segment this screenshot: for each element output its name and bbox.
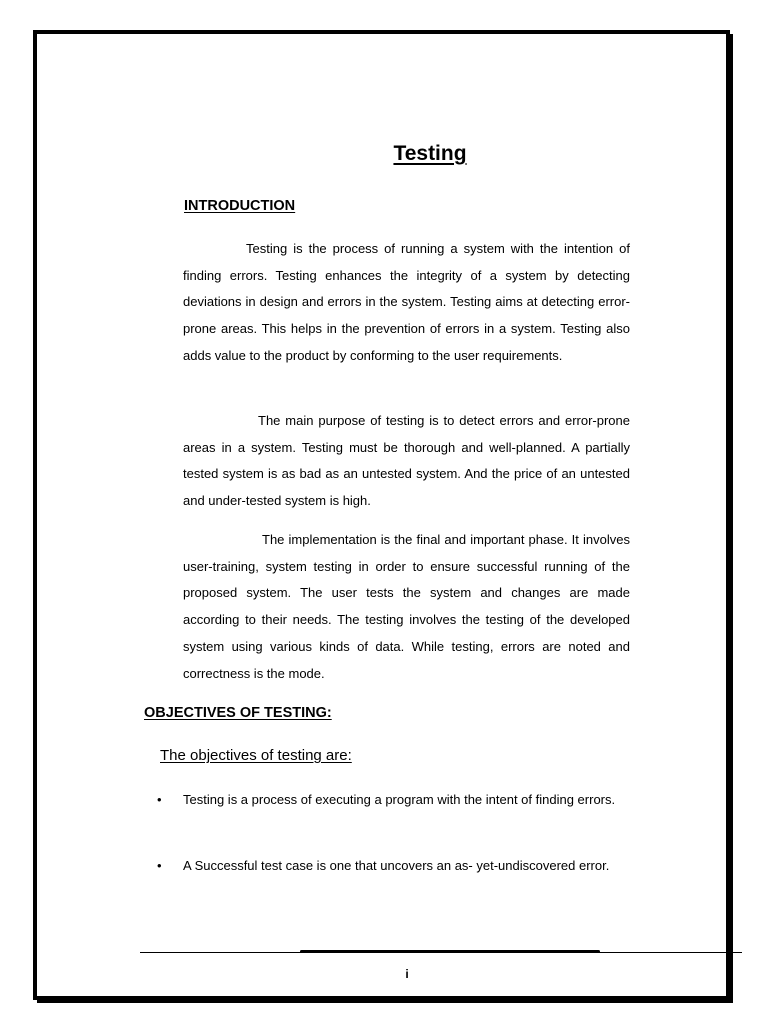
bullet-text: Testing is a process of executing a program with the intent of finding errors. bbox=[183, 792, 616, 807]
bullet-icon: • bbox=[157, 792, 162, 807]
bullet-icon: • bbox=[157, 858, 162, 873]
page-border-shadow-right bbox=[730, 34, 733, 1002]
page-title: Testing bbox=[393, 142, 467, 165]
paragraph-1: Testing is the process of running a system with the intention of finding errors. Testing enhances the integrity of a system by detecting deviations in design and errors in the system. Testing aims at detecting error-prone areas. This helps in the prevention of errors in a system. Testing also adds value to the product by conforming to the user requirements. bbox=[183, 241, 630, 363]
bullet-text: A Successful test case is one that uncovers an as- yet-undiscovered error. bbox=[183, 858, 610, 873]
objectives-heading: OBJECTIVES OF TESTING: bbox=[144, 705, 332, 721]
paragraph-3: The implementation is the final and important phase. It involves user-training, system testing in order to ensure successful running of the proposed system. The user tests the system and changes are made according to their needs. The testing involves the testing of the developed system using various kinds of data. While testing, errors are noted and correctness is the mode. bbox=[183, 532, 630, 681]
page-border-shadow-bottom bbox=[37, 1000, 733, 1003]
footer-rule-accent bbox=[300, 950, 600, 953]
introduction-heading: INTRODUCTION bbox=[184, 198, 296, 214]
paragraph-2: The main purpose of testing is to detect errors and error-prone areas in a system. Testing must be thorough and well-planned. A partially tested system is as bad as an untested system. And the price of an untested and under-tested system is high. bbox=[183, 413, 630, 509]
page-number: i bbox=[405, 967, 409, 981]
objectives-subheading: The objectives of testing are: bbox=[160, 747, 352, 764]
